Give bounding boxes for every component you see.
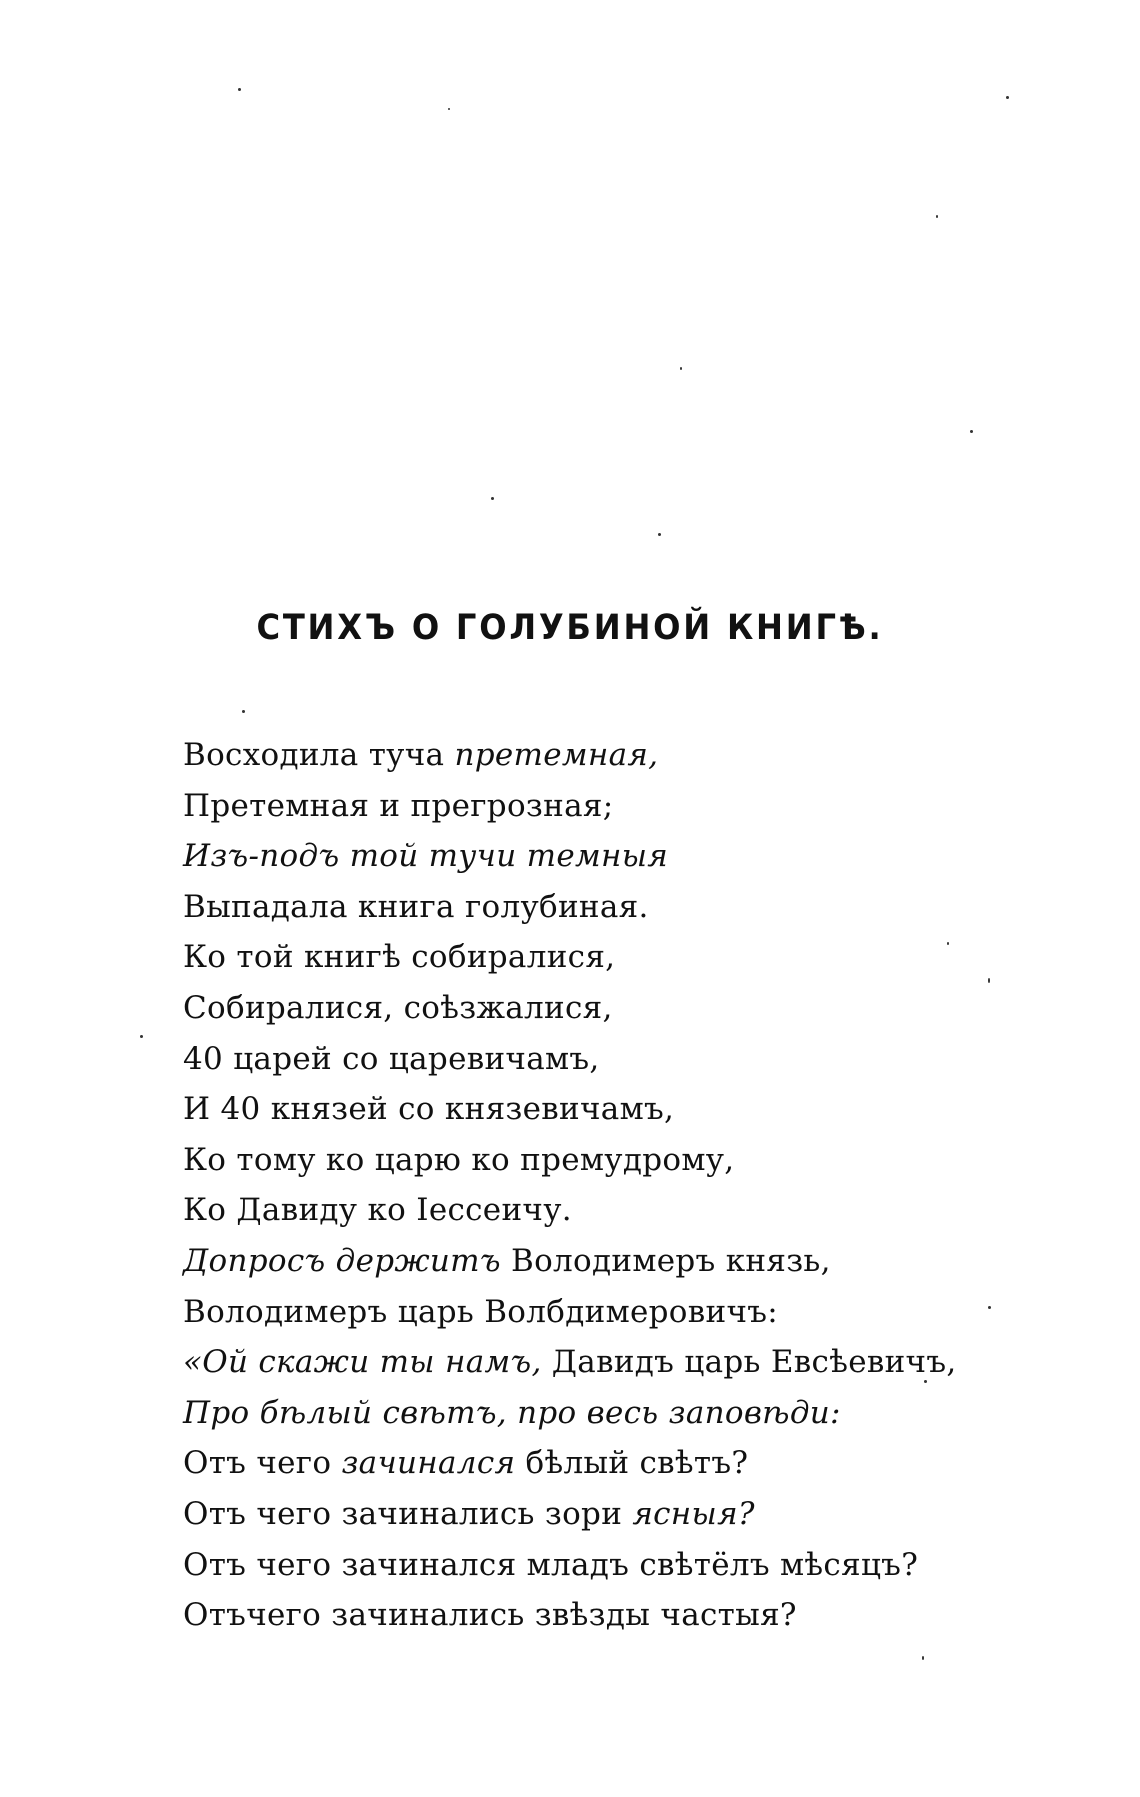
text-segment: Отъчего зачинались звѣзды частыя? — [183, 1597, 797, 1634]
italic-segment: ясныя? — [632, 1495, 755, 1532]
ink-speck — [988, 1306, 991, 1309]
poem-line — [183, 1438, 957, 1489]
italic-segment: Изъ-подъ той тучи темныя — [183, 838, 669, 875]
poem-line — [183, 1287, 957, 1338]
text-segment: бѣлый свѣтъ? — [515, 1445, 749, 1482]
poem-line — [183, 730, 957, 781]
ink-speck — [970, 430, 973, 433]
poem-line — [183, 1236, 957, 1287]
text-segment: Претемная и прегрозная; — [183, 787, 614, 824]
text-segment: Отъ чего — [183, 1445, 342, 1482]
text-segment: Отъ чего зачинался младъ свѣтёлъ мѣсяцъ? — [183, 1546, 919, 1583]
text-segment: Ко тому ко царю ко премудрому, — [183, 1141, 735, 1178]
poem-line — [183, 1135, 957, 1186]
ink-speck — [658, 533, 661, 536]
poem-line — [183, 1489, 957, 1540]
ink-speck — [448, 108, 450, 110]
ink-speck — [238, 88, 241, 91]
poem-title: СТИХЪ О ГОЛУБИНОЙ КНИГѢ. — [256, 608, 884, 648]
ink-speck — [936, 215, 938, 218]
text-segment: Выпадала книга голубиная. — [183, 888, 649, 925]
ink-speck — [922, 1656, 924, 1660]
text-segment: Ко Давиду ко Іессеичу. — [183, 1192, 572, 1229]
ink-speck — [242, 710, 245, 713]
poem-line — [183, 983, 957, 1034]
italic-segment: Допросъ держитъ — [183, 1242, 501, 1279]
ink-speck — [140, 1035, 143, 1038]
poem-line — [183, 1084, 957, 1135]
poem-line — [183, 1034, 957, 1085]
text-segment: 40 царей со царевичамъ, — [183, 1040, 600, 1077]
poem-line — [183, 1337, 957, 1388]
poem-line — [183, 882, 957, 933]
text-segment: Отъ чего зачинались зори — [183, 1495, 633, 1532]
ink-speck — [988, 978, 990, 983]
italic-segment: зачинался — [341, 1445, 516, 1482]
text-segment: Восходила туча — [183, 737, 455, 773]
poem-line — [183, 1540, 957, 1591]
ink-speck — [680, 367, 682, 370]
poem-body — [183, 730, 957, 1641]
text-segment: Ко той книгѣ собиралися, — [183, 939, 616, 976]
ink-speck — [491, 497, 494, 500]
italic-segment: Про бѣлый свѣтъ, про весь заповѣди: — [183, 1394, 841, 1431]
poem-line — [183, 1388, 957, 1439]
poem-line — [183, 1185, 957, 1236]
text-segment: Володимеръ князь, — [500, 1242, 831, 1279]
poem-line — [183, 781, 957, 832]
poem-line — [183, 831, 957, 882]
text-segment: Собиралися, соѣзжалися, — [183, 989, 613, 1026]
ink-speck — [1006, 96, 1009, 99]
poem-line — [183, 932, 957, 983]
ink-speck — [947, 942, 949, 945]
text-segment: Володимеръ царь Волбдимеровичъ: — [183, 1293, 779, 1330]
text-segment: И 40 князей со князевичамъ, — [183, 1091, 675, 1128]
text-segment: Давидъ царь Евсѣевичъ, — [541, 1344, 957, 1381]
poem-line — [183, 1590, 957, 1641]
italic-segment: «Ой скажи ты намъ, — [183, 1344, 542, 1381]
ink-speck — [924, 1380, 927, 1383]
italic-segment: претемная, — [454, 737, 659, 773]
